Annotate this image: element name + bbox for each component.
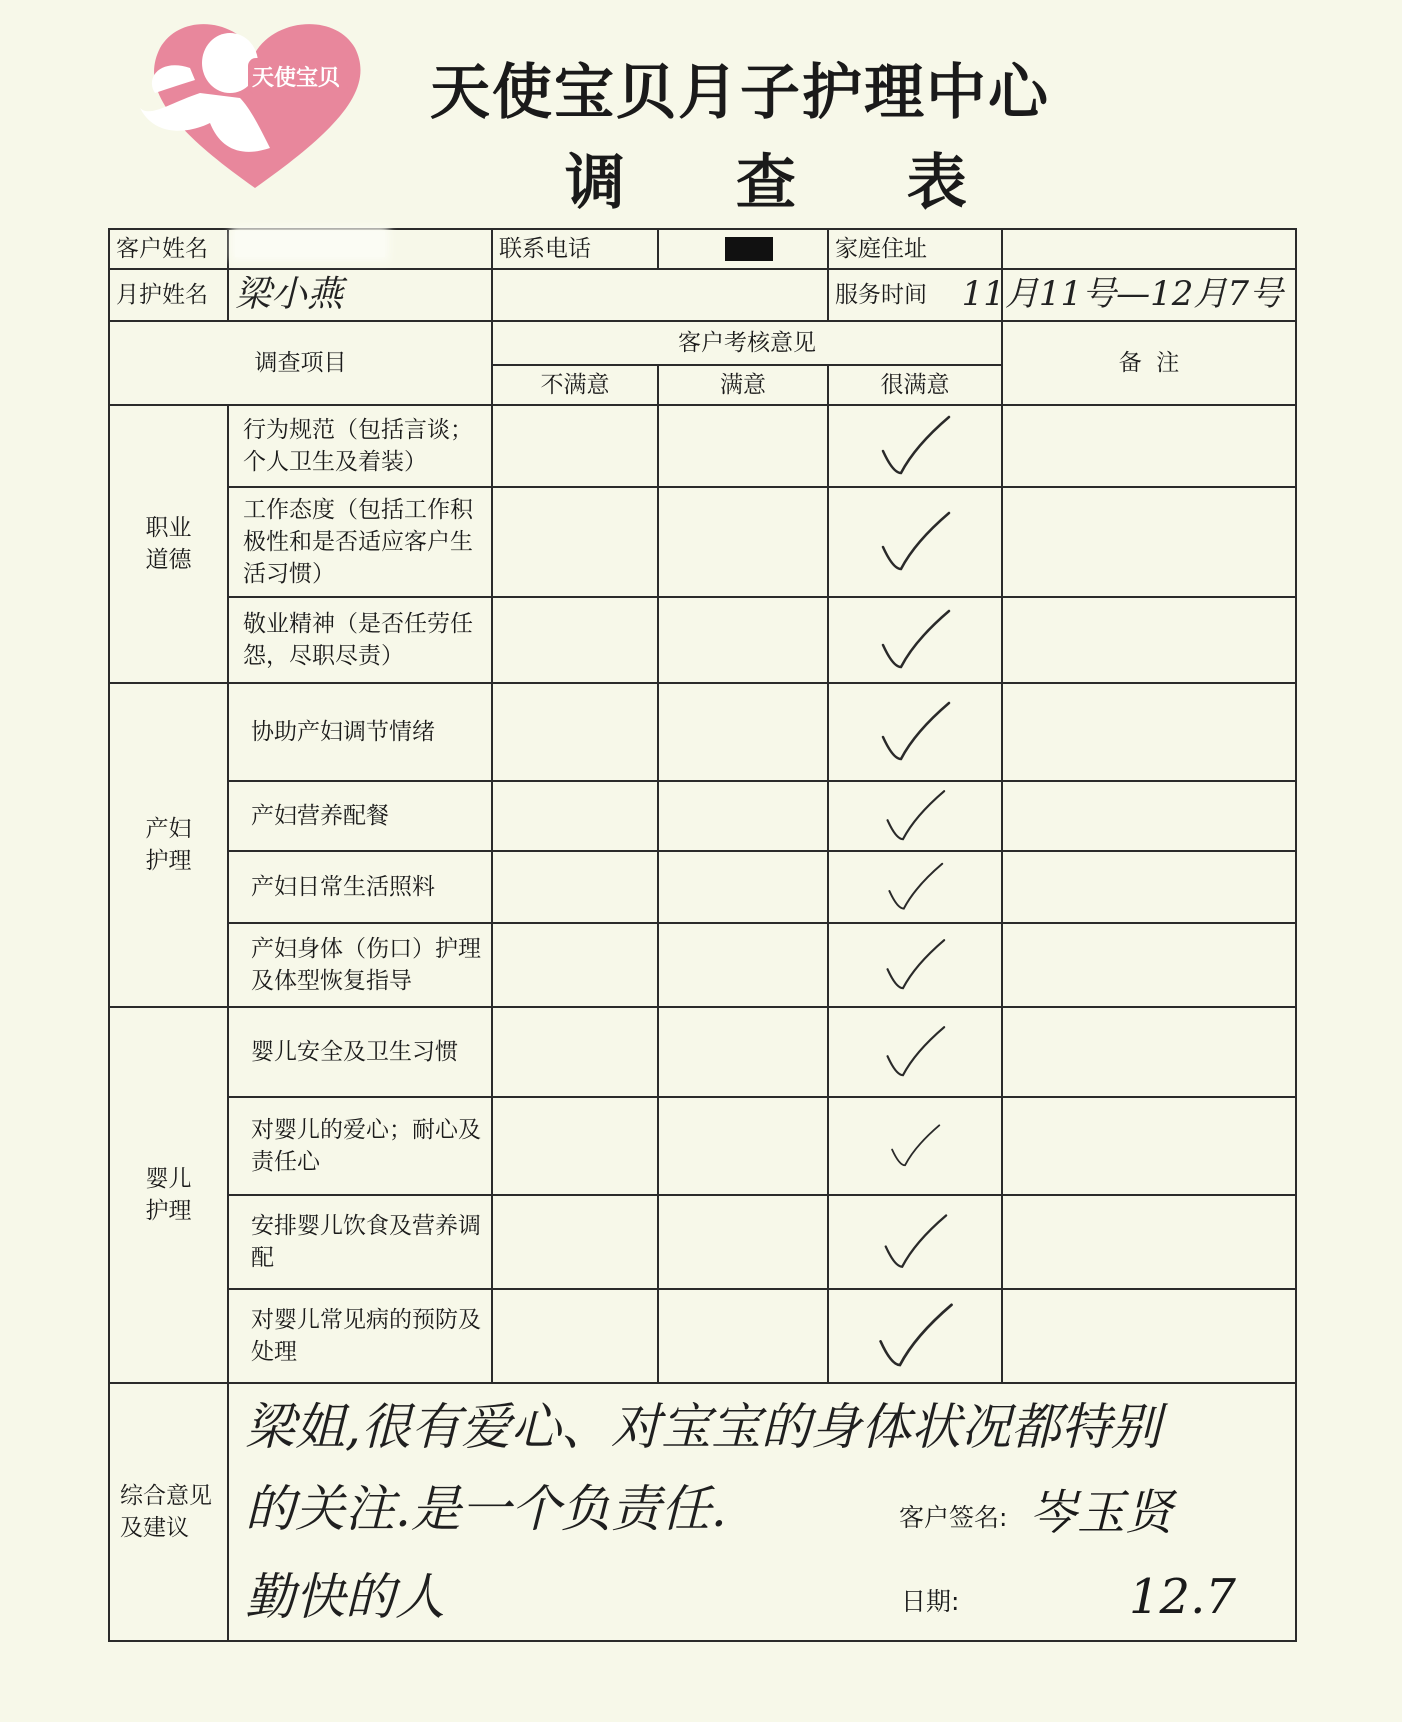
- cell-remarks: [1002, 597, 1296, 683]
- cell-very-satisfied: [828, 683, 1002, 781]
- item-baby-diet: 安排婴儿饮食及营养调配: [228, 1195, 492, 1289]
- group-name-mother-care: 产妇护理: [109, 683, 228, 1007]
- phone-value: [658, 229, 828, 269]
- cell-very-satisfied: [828, 1097, 1002, 1195]
- cell-very-satisfied: [828, 1289, 1002, 1383]
- checkmark-icon: [872, 1298, 958, 1374]
- cell-remarks: [1002, 405, 1296, 487]
- col-dissatisfied: 不满意: [492, 365, 658, 405]
- cell-satisfied: [658, 405, 828, 487]
- cell-remarks: [1002, 923, 1296, 1007]
- checkmark-icon: [880, 786, 950, 846]
- cell-very-satisfied: [828, 1007, 1002, 1097]
- address-label: 家庭住址: [828, 229, 1002, 269]
- item-dedication: 敬业精神（是否任劳任怨，尽职尽责）: [228, 597, 492, 683]
- nurse-name-label: 月护姓名: [109, 269, 228, 321]
- comment-line-3: 勤快的人: [245, 1568, 445, 1627]
- cell-very-satisfied: [828, 405, 1002, 487]
- blank-cell: [492, 269, 828, 321]
- cell-dissatisfied: [492, 405, 658, 487]
- cell-satisfied: [658, 683, 828, 781]
- cell-satisfied: [658, 1195, 828, 1289]
- cell-remarks: [1002, 487, 1296, 597]
- cell-dissatisfied: [492, 851, 658, 923]
- checkmark-icon: [880, 935, 950, 995]
- cell-dissatisfied: [492, 1007, 658, 1097]
- phone-redaction: [725, 237, 773, 261]
- item-baby-safety: 婴儿安全及卫生习惯: [228, 1007, 492, 1097]
- cell-very-satisfied: [828, 1195, 1002, 1289]
- cell-satisfied: [658, 487, 828, 597]
- checkmark-icon: [883, 859, 947, 915]
- cell-satisfied: [658, 597, 828, 683]
- cell-dissatisfied: [492, 1097, 658, 1195]
- summary-comment-cell: [228, 1383, 1296, 1641]
- opinion-header: 客户考核意见: [492, 321, 1002, 365]
- cell-remarks: [1002, 781, 1296, 851]
- remarks-header: 备 注: [1002, 321, 1296, 405]
- cell-remarks: [1002, 851, 1296, 923]
- cell-very-satisfied: [828, 851, 1002, 923]
- item-emotion: 协助产妇调节情绪: [228, 683, 492, 781]
- nurse-name-handwriting: 梁小燕: [235, 274, 344, 315]
- date-value: 12.7: [1129, 1569, 1236, 1626]
- comment-line-2: 的关注.是一个负责任.: [245, 1480, 727, 1539]
- checkmark-icon: [875, 411, 955, 481]
- cell-satisfied: [658, 1007, 828, 1097]
- cell-satisfied: [658, 781, 828, 851]
- service-time-handwriting: 11月11号—12月7号: [961, 274, 1283, 315]
- checkmark-icon: [875, 507, 955, 577]
- cell-dissatisfied: [492, 1289, 658, 1383]
- col-satisfied: 满意: [658, 365, 828, 405]
- item-recovery: 产妇身体（伤口）护理及体型恢复指导: [228, 923, 492, 1007]
- checkmark-icon: [878, 1210, 952, 1274]
- service-time-label: 服务时间: [828, 269, 1002, 321]
- item-daily-care: 产妇日常生活照料: [228, 851, 492, 923]
- item-nutrition: 产妇营养配餐: [228, 781, 492, 851]
- cell-dissatisfied: [492, 683, 658, 781]
- cell-satisfied: [658, 851, 828, 923]
- address-value: [1002, 229, 1296, 269]
- item-baby-love: 对婴儿的爱心；耐心及责任心: [228, 1097, 492, 1195]
- signature-value: 岑玉贤: [1029, 1485, 1174, 1542]
- service-time-value: [961, 269, 1296, 321]
- comment-line-1: 梁姐,很有爱心、对宝宝的身体状况都特别: [245, 1398, 1161, 1457]
- group-name-ethics: 职业道德: [109, 405, 228, 683]
- cell-remarks: [1002, 1097, 1296, 1195]
- cell-dissatisfied: [492, 487, 658, 597]
- col-very-satisfied: 很满意: [828, 365, 1002, 405]
- phone-label: 联系电话: [492, 229, 658, 269]
- page-title: 天使宝贝月子护理中心: [430, 58, 1050, 128]
- cell-dissatisfied: [492, 781, 658, 851]
- heart-logo: [130, 8, 380, 198]
- cell-very-satisfied: [828, 597, 1002, 683]
- group-name-baby-care: 婴儿护理: [109, 1007, 228, 1383]
- cell-very-satisfied: [828, 923, 1002, 1007]
- cell-dissatisfied: [492, 923, 658, 1007]
- survey-table: [108, 228, 1297, 1642]
- date-label: 日期:: [901, 1587, 960, 1617]
- logo-text: 天使宝贝: [252, 66, 341, 91]
- item-conduct: 行为规范（包括言谈；个人卫生及着装）: [228, 405, 492, 487]
- item-header: 调查项目: [109, 321, 492, 405]
- nurse-name-value: [228, 269, 492, 321]
- page-subtitle: 调 查 表: [565, 148, 1012, 218]
- cell-remarks: [1002, 1007, 1296, 1097]
- customer-name-value: [228, 229, 492, 269]
- cell-remarks: [1002, 1289, 1296, 1383]
- cell-remarks: [1002, 1195, 1296, 1289]
- customer-name-label: 客户姓名: [109, 229, 228, 269]
- signature-label: 客户签名:: [899, 1503, 1008, 1533]
- cell-remarks: [1002, 683, 1296, 781]
- checkmark-icon: [875, 605, 955, 675]
- summary-label: 综合意见及建议: [109, 1383, 228, 1641]
- item-baby-illness: 对婴儿常见病的预防及处理: [228, 1289, 492, 1383]
- cell-dissatisfied: [492, 1195, 658, 1289]
- cell-dissatisfied: [492, 597, 658, 683]
- checkmark-icon: [875, 697, 955, 767]
- cell-satisfied: [658, 1097, 828, 1195]
- cell-very-satisfied: [828, 487, 1002, 597]
- cell-very-satisfied: [828, 781, 1002, 851]
- checkmark-icon: [885, 1121, 945, 1171]
- cell-satisfied: [658, 1289, 828, 1383]
- item-attitude: 工作态度（包括工作积极性和是否适应客户生活习惯）: [228, 487, 492, 597]
- checkmark-icon: [880, 1022, 950, 1082]
- cell-satisfied: [658, 923, 828, 1007]
